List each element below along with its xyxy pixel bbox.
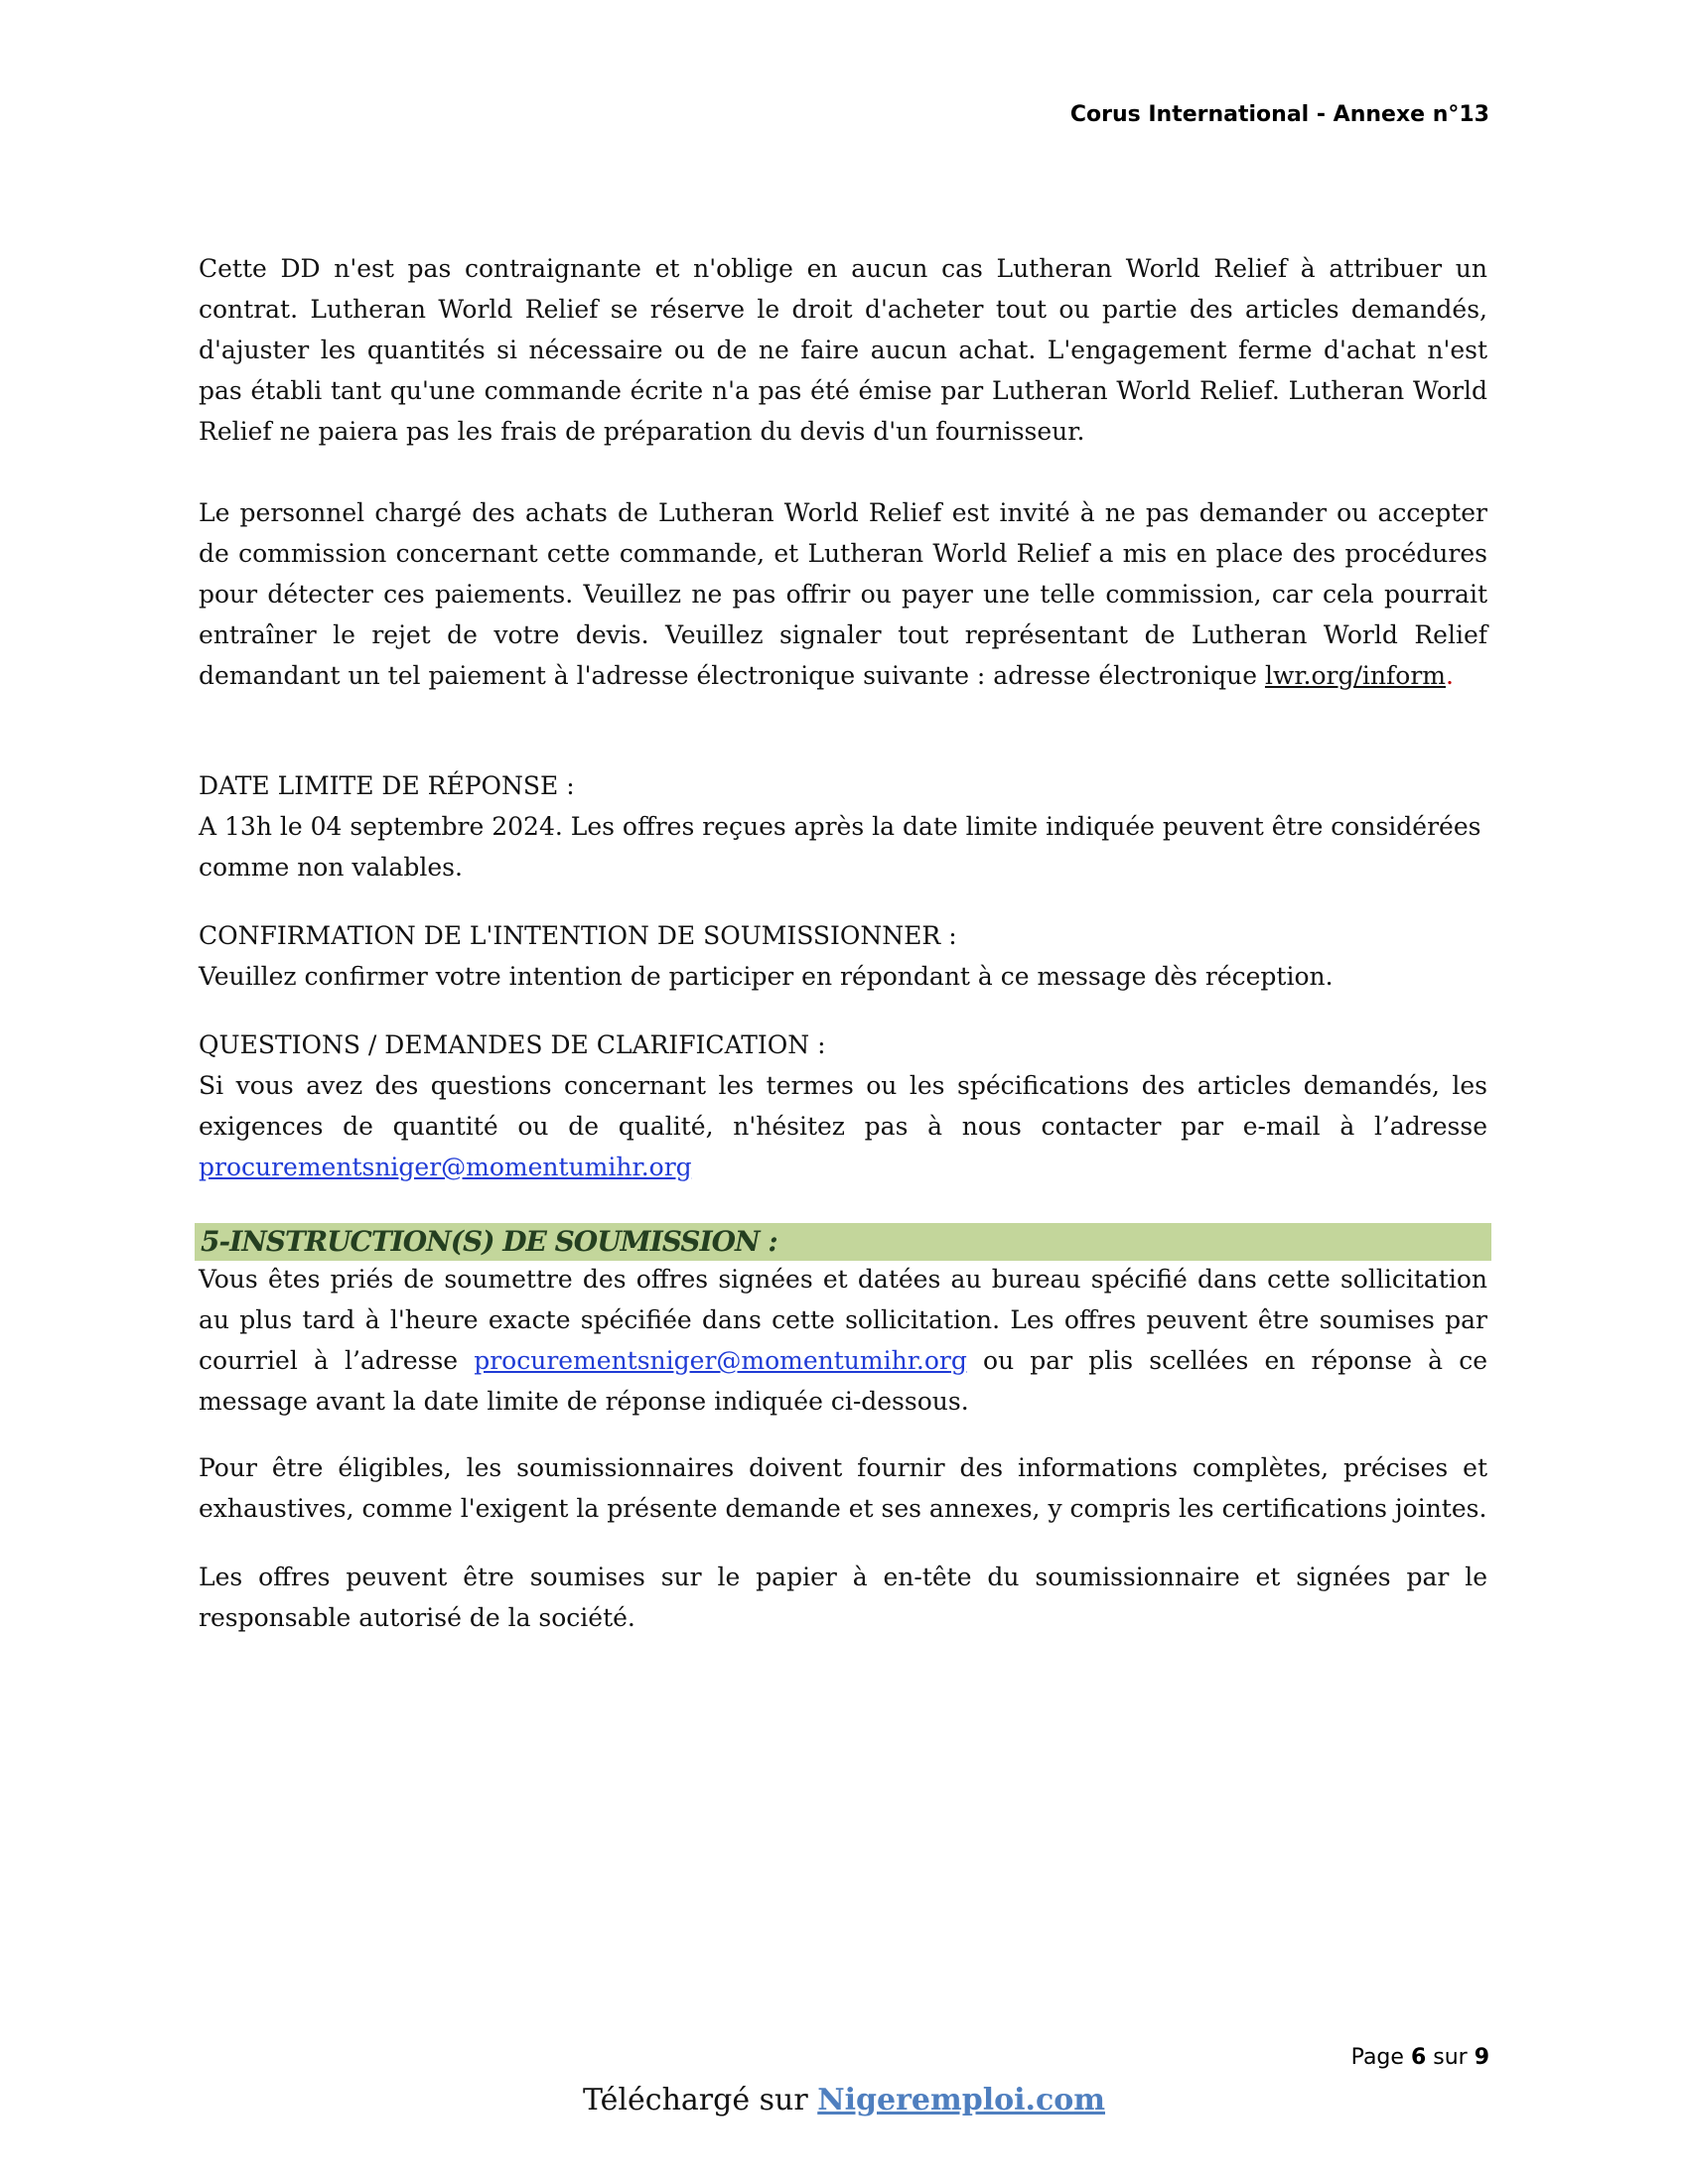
confirmation-heading: CONFIRMATION DE L'INTENTION DE SOUMISSIONNER : [199, 921, 957, 950]
section-5-heading-bar [195, 1223, 1491, 1261]
section-5-email-link[interactable]: procurementsniger@momentumihr.org [474, 1346, 967, 1375]
deadline-heading: DATE LIMITE DE RÉPONSE : [199, 771, 575, 800]
lwr-inform-link[interactable]: lwr.org/inform [1264, 661, 1446, 690]
section-5-title: 5-INSTRUCTION(S) DE SOUMISSION : [201, 1225, 777, 1258]
page-separator: sur [1426, 2045, 1475, 2070]
confirmation-text: Veuillez confirmer votre intention de participer en répondant à ce message dès réception. [199, 962, 1334, 991]
paragraph-non-binding: Cette DD n'est pas contraignante et n'oblige en aucun cas Lutheran World Relief à attribuer un contrat. Lutheran World Relief se réserve le droit d'acheter tout ou partie des articles demandés, d'ajuster les quantités si nécessaire ou de ne faire aucun achat. L'engagement ferme d'achat n'est pas établi tant qu'une commande écrite n'a pas été émise par Lutheran World Relief. Lutheran World Relief ne paiera pas les frais de préparation du devis d'un fournisseur. [199, 254, 1487, 446]
section-5-p1-start: Vous êtes priés de soumettre des offres signées et datées au bureau spécifié dans cette sollicitation au plus tard à l'heure exacte spécifiée dans cette sollicitation. Les offres peuvent être soumises par courriel à l’adresse [199, 1265, 1487, 1375]
paragraph-commission-text: Le personnel chargé des achats de Lutheran World Relief est invité à ne pas demander ou accepter de commission concernant cette commande, et Lutheran World Relief a mis en place des procédures pour détecter ces paiements. Veuillez ne pas offrir ou payer une telle commission, car cela pourrait entraîner le rejet de votre devis. Veuillez signaler tout représentant de Lutheran World Relief demandant un tel paiement à l'adresse électronique suivante : adresse électronique [199, 498, 1487, 690]
section-5-paragraph-1 [199, 1259, 1487, 1422]
paragraph-commission-end: . [1445, 661, 1454, 690]
section-5-p1-end: ou par plis scellées en réponse à ce message avant la date limite de réponse indiquée ci-dessous. [199, 1346, 1487, 1416]
section-5-paragraph-3: Les offres peuvent être soumises sur le papier à en-tête du soumissionnaire et signées par le responsable autorisé de la société. [199, 1563, 1487, 1632]
download-footer [0, 2083, 1688, 2117]
download-text: Téléchargé sur [583, 2083, 818, 2117]
page-current: 6 [1410, 2045, 1427, 2070]
page-prefix: Page [1350, 2045, 1411, 2070]
questions-email-link[interactable]: procurementsniger@momentumihr.org [199, 1153, 692, 1181]
nigeremploi-link[interactable]: Nigeremploi.com [817, 2083, 1105, 2117]
section-5-paragraph-2: Pour être éligibles, les soumissionnaires doivent fournir des informations complètes, précises et exhaustives, comme l'exigent la présente demande et ses annexes, y compris les certifications jointes. [199, 1453, 1487, 1523]
page-total: 9 [1474, 2045, 1489, 2070]
page-header: Corus International - Annexe n°13 [1069, 102, 1489, 127]
deadline-text: A 13h le 04 septembre 2024. Les offres reçues après la date limite indiquée peuvent être considérées comme non valables. [199, 812, 1481, 882]
questions-heading: QUESTIONS / DEMANDES DE CLARIFICATION : [199, 1030, 826, 1059]
paragraph-commission [199, 492, 1487, 696]
questions-text: Si vous avez des questions concernant les termes ou les spécifications des articles demandés, les exigences de quantité ou de qualité, n'hésitez pas à nous contacter par e-mail à l’adresse [199, 1071, 1487, 1141]
page-number [1351, 2045, 1489, 2070]
questions-paragraph [199, 1065, 1487, 1187]
